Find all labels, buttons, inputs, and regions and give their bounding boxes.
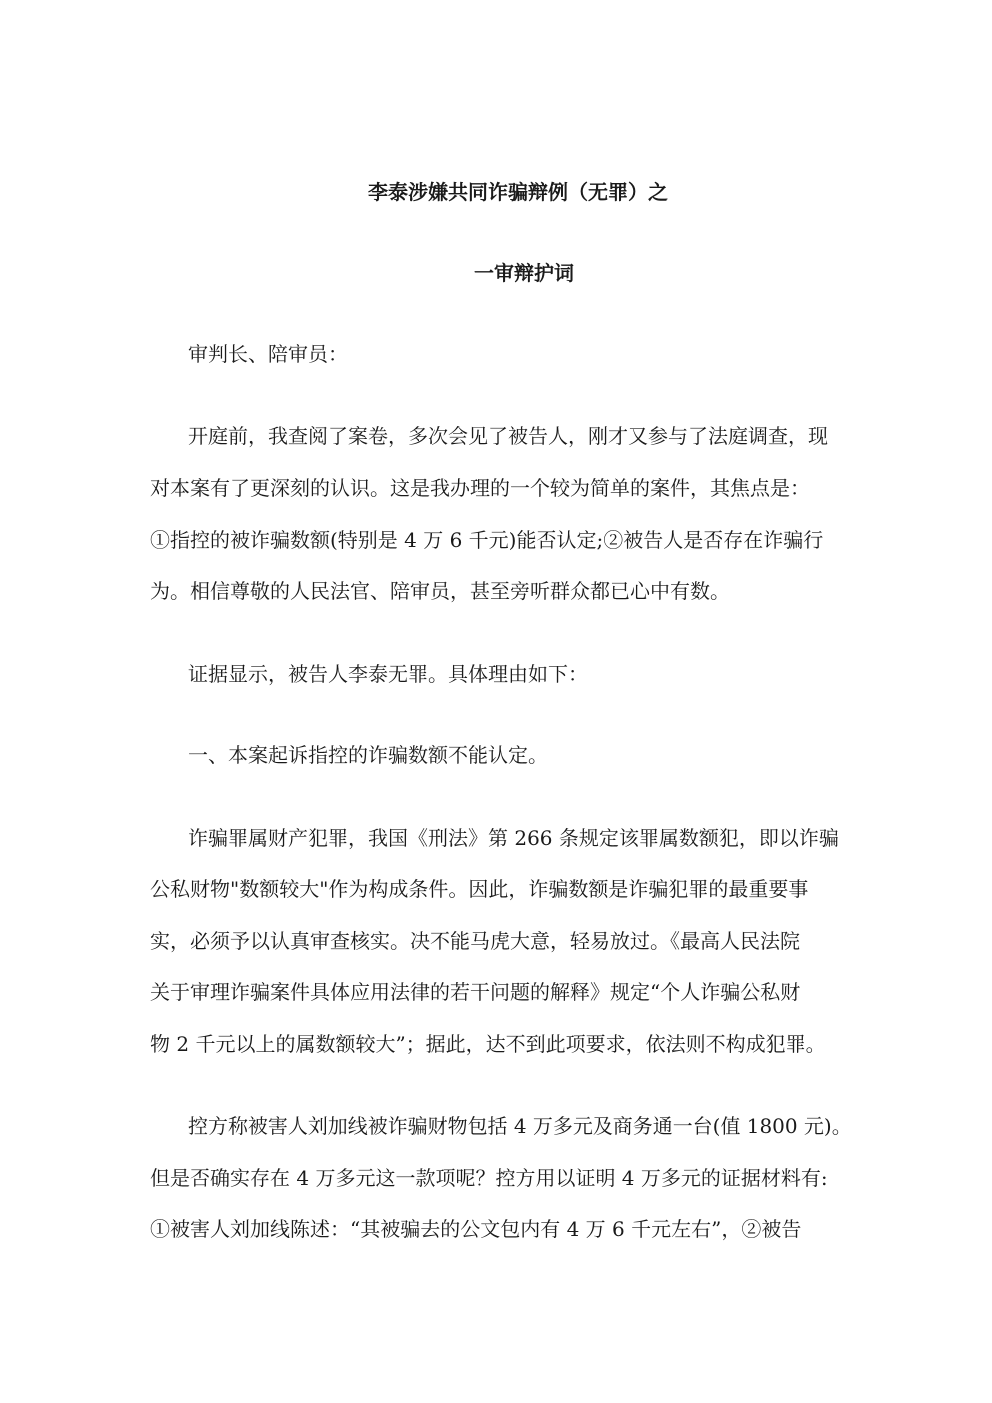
document-title: 李泰涉嫌共同诈骗辩例（无罪）之 (368, 180, 668, 204)
paragraph-1-line-1: 开庭前，我查阅了案卷，多次会见了被告人，刚才又参与了法庭调查，现 (188, 424, 828, 448)
section-heading-1: 一、本案起诉指控的诈骗数额不能认定。 (188, 743, 548, 767)
paragraph-4-line-5: 物 2 千元以上的属数额较大”；据此，达不到此项要求，依法则不构成犯罪。 (150, 1032, 826, 1056)
paragraph-4-line-3: 实，必须予以认真审查核实。决不能马虎大意，轻易放过。《最高人民法院 (150, 929, 800, 953)
paragraph-1-line-4: 为。相信尊敬的人民法官、陪审员，甚至旁听群众都已心中有数。 (150, 579, 730, 603)
paragraph-5-line-3: ①被害人刘加线陈述：“其被骗去的公文包内有 4 万 6 千元左右”，②被告 (150, 1217, 802, 1241)
paragraph-5-line-2: 但是否确实存在 4 万多元这一款项呢？控方用以证明 4 万多元的证据材料有: (150, 1166, 828, 1190)
paragraph-1-line-2: 对本案有了更深刻的认识。这是我办理的一个较为简单的案件，其焦点是： (150, 476, 810, 500)
paragraph-2-line-1: 证据显示，被告人李泰无罪。具体理由如下： (188, 662, 588, 686)
paragraph-4-line-4: 关于审理诈骗案件具体应用法律的若干问题的解释》规定“个人诈骗公私财 (150, 980, 801, 1004)
salutation: 审判长、陪审员： (188, 342, 348, 366)
paragraph-4-line-1: 诈骗罪属财产犯罪，我国《刑法》第 266 条规定该罪属数额犯，即以诈骗 (188, 826, 839, 850)
paragraph-5-line-1: 控方称被害人刘加线被诈骗财物包括 4 万多元及商务通一台(值 1800 元)。 (188, 1114, 852, 1138)
paragraph-4-line-2: 公私财物"数额较大"作为构成条件。因此，诈骗数额是诈骗犯罪的最重要事 (150, 877, 809, 901)
document-subtitle: 一审辩护词 (474, 261, 574, 285)
paragraph-1-line-3: ①指控的被诈骗数额(特别是 4 万 6 千元)能否认定;②被告人是否存在诈骗行 (150, 528, 824, 552)
